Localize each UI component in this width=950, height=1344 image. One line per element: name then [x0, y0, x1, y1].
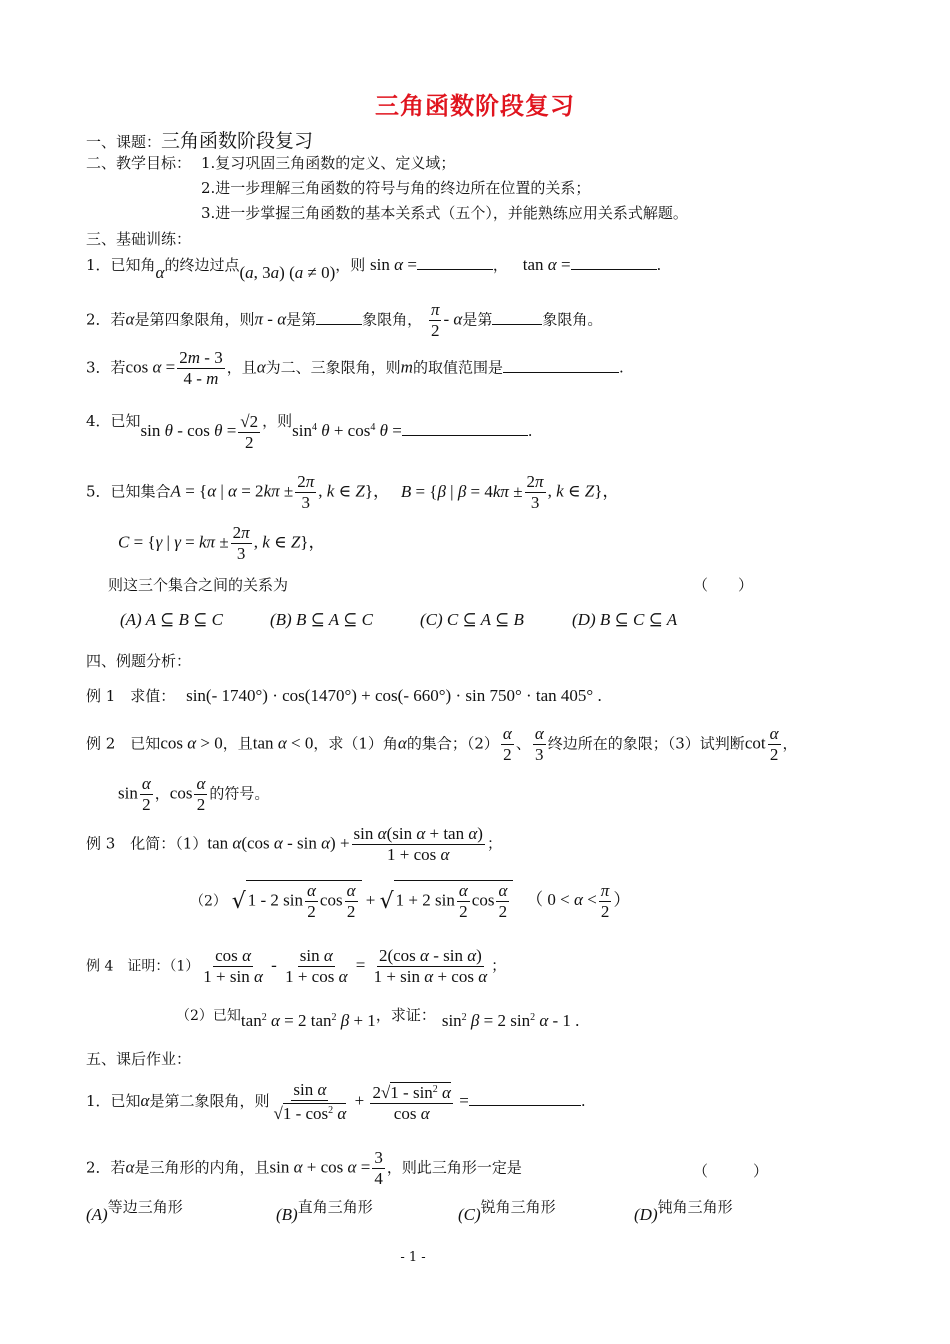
q-text: 象限角。 — [542, 310, 603, 329]
formula: $\sin^2 \beta = 2$ $\sin^2 \alpha - 1$ . — [441, 1011, 580, 1030]
fraction: $\frac{\pi}{2}$ — [430, 300, 440, 340]
example-1 — [86, 685, 602, 706]
goal-item: 3.进一步掌握三角函数的基本关系式（五个），并能熟练应用关系式解题。 — [201, 204, 688, 222]
sqrt-sign: √ — [231, 888, 246, 914]
q-text: 的集合；（2） — [406, 734, 499, 753]
homework-2 — [86, 1148, 522, 1189]
section-basic-label: 三、基础训练： — [86, 230, 192, 248]
m-variable: m — [400, 357, 413, 377]
fraction: $\frac{\pi}{2}$ — [600, 880, 610, 921]
formula: cos — [169, 783, 193, 803]
fraction: $\frac{3}{4}$ — [374, 1148, 383, 1188]
formula: cos α = — [125, 357, 176, 377]
basic-question-1: 1．已知角α的终边过点(a, 3a) (a ≠ 0)，则 sin α = ， tan α = . — [86, 255, 662, 282]
homework-1: 1．已知α是第二象限角，则 $\frac{\text{sin α}}{√1 - \cos^2 \alpha}$ + $\frac{2√1 - \sin^2 \alpha}{\text{cos α}}$ = . — [86, 1080, 586, 1123]
option-a[interactable] — [86, 1196, 183, 1225]
section-examples-label: 四、例题分析： — [86, 652, 192, 670]
example-label: 例 4 证明：（1） — [86, 958, 200, 975]
option-text: 锐角三角形 — [480, 1198, 556, 1216]
option-text: 等边三角形 — [107, 1198, 183, 1216]
option-b[interactable] — [276, 1196, 373, 1225]
q5-question: 则这三个集合之间的关系为 — [108, 576, 289, 594]
condition: （ 0 < α < — [526, 890, 597, 910]
radicand: 1 - 2 sin $\frac{\alpha}{2}$ cos $\frac{\alpha}{2}$ — [246, 880, 362, 922]
topic-text: 三角函数阶段复习 — [161, 130, 314, 152]
option-b[interactable]: (B) B ⊆ A ⊆ C — [270, 610, 373, 629]
fraction: $\frac{\text{sin α}}{√1 - \cos^2 \alpha}$ — [273, 1080, 347, 1123]
fraction: $\frac{2m - 3}{4 - m}$ — [179, 348, 223, 388]
radicand: 1 + 2 sin $\frac{\alpha}{2}$ cos $\frac{\alpha}{2}$ — [394, 880, 514, 922]
goal-item: 2.进一步理解三角函数的符号与角的终边所在位置的关系； — [201, 179, 591, 197]
fraction: $\frac{2\pi}{3}$ — [526, 472, 544, 512]
formula: tan α(cos α - sin α) + — [207, 833, 350, 853]
q-text: ，求（1）角 — [313, 734, 398, 753]
example-label: 例 2 已知 — [86, 734, 161, 753]
part-label: （2） — [190, 893, 227, 910]
alpha: α — [155, 263, 165, 282]
formula: C = {γ | γ = kπ ± — [118, 532, 229, 552]
q-text: 象限角， — [362, 310, 423, 329]
basic-question-3: 3．若cos α = $\frac{2m - 3}{4 - m}$ ，且α为二、三象限角，则m的取值范围是 . — [86, 348, 624, 388]
sqrt-sign: √ — [379, 888, 394, 914]
q-text: 是第二象限角，则 — [149, 1092, 270, 1110]
answer-paren[interactable]: （ ） — [693, 1162, 769, 1180]
q-text: 1．已知 — [86, 1092, 141, 1110]
formula: sin — [118, 783, 138, 803]
fraction: $\frac{2√1 - \sin^2 \alpha}{\text{cos α}}$ — [370, 1080, 453, 1124]
q-text: 4．已知 — [86, 412, 141, 430]
page-title: 三角函数阶段复习 — [375, 92, 575, 120]
set-a: A = {α | α = 2kπ ± — [170, 481, 294, 501]
option-text: 钝角三角形 — [657, 1198, 733, 1216]
q-text: 的取值范围是 — [412, 358, 503, 377]
q-text: ，求证： — [375, 1006, 436, 1024]
q-text: 为二、三象限角，则 — [265, 358, 401, 377]
q-text: 的终边过点 — [164, 256, 240, 274]
fraction: $\frac{\alpha}{2}$ — [141, 774, 151, 814]
answer-blank[interactable] — [503, 358, 619, 373]
fraction: $\frac{\text{cos α}}{\text{1 + sin α}}$ — [203, 946, 263, 986]
formula: tan α < 0 — [252, 733, 314, 753]
example-2: 例 2 已知cos α > 0，且tan α < 0，求（1）角α的集合；（2） $\frac{\alpha}{2}$ 、 $\frac{\alpha}{3}$ 终边所在的象限；（3）试判断cot $\frac{\alpha}{2}$ ， — [86, 724, 798, 764]
example-4-part-2 — [176, 1004, 579, 1031]
option-letter: (C) — [458, 1205, 481, 1224]
fraction: $\frac{√2}{2}$ — [240, 411, 259, 452]
set-b: B = {β | β = 4kπ ± — [400, 481, 523, 501]
q-text: ，则此三角形一定是 — [386, 1158, 522, 1177]
example-4: 例 4 证明：（1） $\frac{\text{cos α}}{\text{1 + sin α}}$ - $\frac{\text{sin α}}{\text{1 + cos α}}$ = $\frac{\text{2(cos α - sin α)}}{\text{1 + sin α + cos α}}$ ； — [86, 946, 507, 986]
q-text: 是第 — [462, 310, 493, 329]
example-label: 例 3 化简：（1） — [86, 834, 208, 853]
answer-blank[interactable] — [469, 1091, 581, 1106]
set-a-tail: , k ∈ Z}， — [318, 481, 391, 501]
q-text: 、 — [515, 734, 531, 753]
q-text: ，则 — [335, 256, 366, 274]
formula: sin α = — [370, 255, 417, 274]
option-c[interactable]: (C) C ⊆ A ⊆ B — [420, 610, 524, 629]
set-c — [118, 523, 325, 564]
formula: tan α = — [522, 255, 571, 274]
fraction: $\frac{\alpha}{2}$ — [196, 774, 206, 814]
alpha: α — [125, 1157, 135, 1177]
alpha: α — [140, 1091, 150, 1110]
set-b-tail: , k ∈ Z}， — [547, 481, 620, 501]
example-3-part-2: （2） √ 1 - 2 sin $\frac{\alpha}{2}$ cos $\frac{\alpha}{2}$ + √ 1 + 2 sin $\frac{\alpha}{2}$ cos $\frac{\alpha}{2}$ （ 0 < α < $\frac{\pi}{2}$ ） — [190, 880, 631, 921]
q-text: 的符号。 — [209, 784, 270, 803]
option-letter: (D) — [634, 1205, 658, 1224]
formula: cos α > 0 — [160, 733, 223, 753]
formula: , k ∈ Z}， — [253, 532, 326, 552]
basic-question-2 — [86, 300, 602, 341]
goal-item: 1.复习巩固三角函数的定义、定义域； — [201, 154, 456, 172]
formula: (a, 3a) (a ≠ 0) — [239, 263, 336, 282]
section-label: 一、课题： — [86, 133, 162, 151]
formula: π - α — [254, 309, 287, 329]
basic-question-5 — [86, 472, 619, 513]
q-text: 是第 — [286, 310, 317, 329]
option-letter: (B) — [276, 1205, 298, 1224]
alpha: α — [397, 733, 407, 753]
option-d[interactable] — [634, 1196, 733, 1225]
q-text: 1．已知角 — [86, 256, 156, 274]
formula: - α — [443, 309, 463, 329]
q-text: 3．若 — [86, 358, 126, 377]
option-d[interactable]: (D) B ⊆ C ⊆ A — [572, 610, 678, 629]
example-2-cont — [118, 774, 269, 815]
q-text: ，且 — [222, 734, 253, 753]
formula: sin(- 1740°) · cos(1470°) + cos(- 660°) · sin 750° · tan 405° . — [186, 686, 602, 705]
q-text: ， — [154, 784, 170, 803]
option-a[interactable]: (A) A ⊆ B ⊆ C — [120, 610, 223, 629]
fraction: $\frac{2\pi}{3}$ — [232, 523, 250, 563]
formula: cot — [744, 733, 766, 753]
fraction: $\frac{2\pi}{3}$ — [297, 472, 315, 512]
option-letter: (A) — [86, 1205, 108, 1224]
fraction: $\frac{\text{sin α}}{\text{1 + cos α}}$ — [285, 946, 348, 986]
answer-blank[interactable] — [417, 255, 493, 270]
q-text: 是第四象限角，则 — [134, 310, 255, 329]
formula: $\tan^2 \alpha = 2$ $\tan^2 \beta + 1$ — [240, 1011, 376, 1030]
fraction: $\frac{\alpha}{3}$ — [534, 724, 544, 764]
answer-paren[interactable]: （ ） — [693, 576, 754, 594]
fraction: $\frac{\text{sin α(sin α + tan α)}}{\text{1 + cos α}}$ — [353, 824, 483, 864]
answer-blank[interactable] — [316, 310, 362, 325]
q-text: 是三角形的内角，且 — [134, 1158, 270, 1177]
option-text: 直角三角形 — [297, 1198, 373, 1216]
fraction: $\frac{\text{2(cos α - sin α)}}{\text{1 + sin α + cos α}}$ — [373, 946, 488, 986]
alpha: α — [125, 309, 135, 329]
section-homework-label: 五、课后作业： — [86, 1050, 192, 1068]
section-topic — [86, 126, 313, 153]
example-label: 例 1 求值： — [86, 687, 176, 705]
basic-question-4: 4．已知sin θ - cos θ = $\frac{√2}{2}$ ，则$\sin^4 \theta + \cos^4 \theta$ = . — [86, 411, 533, 452]
alpha: α — [256, 357, 266, 377]
answer-blank[interactable] — [402, 421, 528, 436]
answer-blank[interactable] — [492, 310, 542, 325]
fraction: $\frac{\alpha}{2}$ — [769, 724, 779, 764]
formula: sin α + cos α = — [269, 1157, 371, 1177]
part-label: （2）已知 — [176, 1008, 241, 1024]
page-number: - 1 - — [400, 1250, 426, 1265]
fraction: $\frac{\alpha}{2}$ — [502, 724, 512, 764]
formula: $\sin^4 \theta + \cos^4 \theta$ = — [292, 421, 402, 440]
formula: sin θ - cos θ = — [140, 421, 237, 440]
example-3: 例 3 化简：（1）tan α(cos α - sin α) + $\frac{\text{sin α(sin α + tan α)}}{\text{1 + cos α}}$ ； — [86, 824, 502, 864]
q-text: 2．若 — [86, 310, 126, 329]
q-text: 2．若 — [86, 1158, 126, 1177]
answer-blank[interactable] — [571, 255, 657, 270]
q-text: ，则 — [262, 412, 293, 430]
section-goals-label: 二、教学目标： — [86, 154, 192, 172]
q-text: ，且 — [226, 358, 257, 377]
q-text: 5．已知集合 — [86, 482, 171, 501]
option-c[interactable] — [458, 1196, 556, 1225]
q-text: 终边所在的象限；（3）试判断 — [547, 734, 745, 753]
